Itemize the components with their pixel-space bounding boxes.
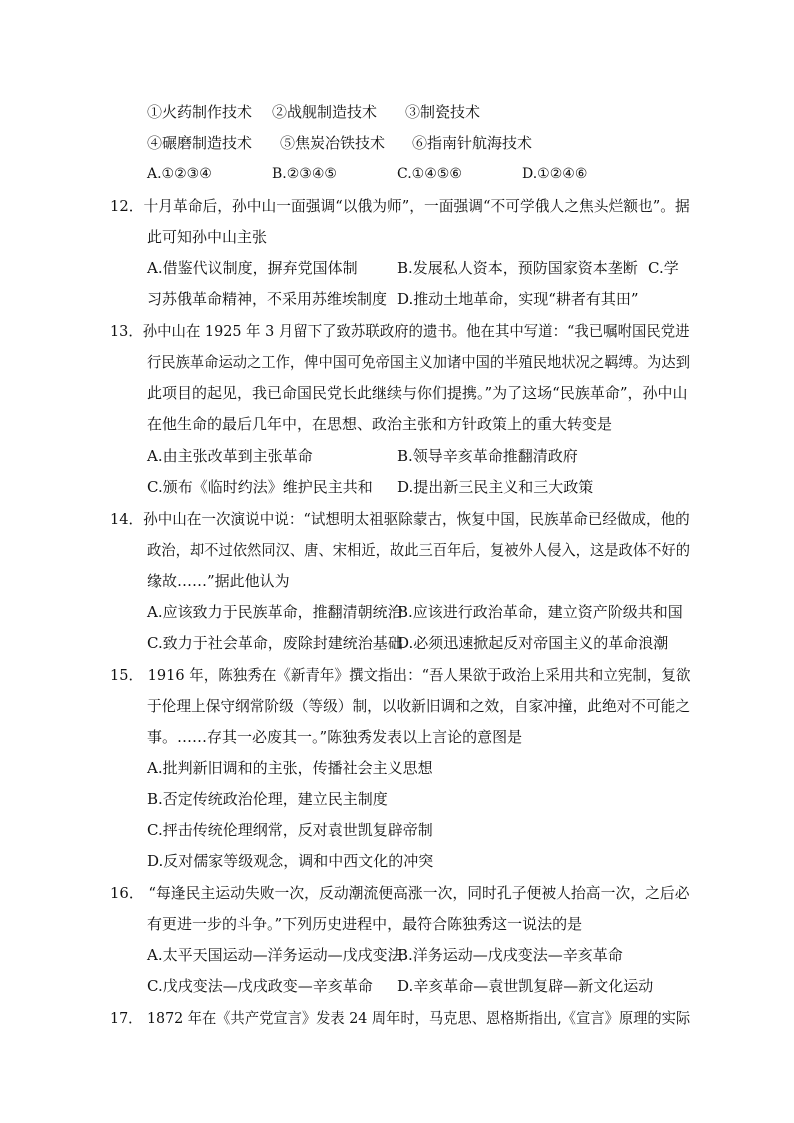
q14-option-c: C.致力于社会革命，废除封建统治基础: [147, 634, 403, 652]
q11-item-5: ⑤焦炭冶铁技术: [280, 134, 386, 152]
q16-option-c: C.戊戌变法—戊戌政变—辛亥革命: [147, 977, 373, 995]
q11-item-6: ⑥指南针航海技术: [412, 134, 533, 152]
q12-stem-line-1: 12．十月革命后，孙中山一面强调“以俄为师”，一面强调“不可学俄人之焦头烂额也”。据: [110, 197, 690, 215]
q13-stem-line-4: 在他生命的最后几年中，在思想、政治主张和方针政策上的重大转变是: [147, 415, 613, 433]
q11-item-4: ④碾磨制造技术: [147, 134, 253, 152]
q12-option-d: D.推动土地革命，实现“耕者有其田”: [397, 290, 639, 308]
q15-option-b: B.否定传统政治伦理，建立民主制度: [147, 790, 388, 808]
q13-stem-line-1: 13．孙中山在 1925 年 3 月留下了致苏联政府的遗书。他在其中写道：“我已嘱咐国民党进: [110, 322, 690, 340]
q12-option-a: A.借鉴代议制度，摒弃党国体制: [147, 259, 358, 277]
q14-option-d: D.必须迅速掀起反对帝国主义的革命浪潮: [397, 634, 669, 652]
q12-option-c-start: C.学: [648, 259, 679, 277]
q16-option-a: A.太平天国运动—洋务运动—戊戌变法: [147, 946, 403, 964]
q17-stem-line-1: 17． 1872 年在《共产党宣言》发表 24 周年时，马克思、恩格斯指出,《宣言》原理的实际: [110, 1009, 691, 1027]
q13-stem-line-2: 行民族革命运动之工作，俾中国可免帝国主义加诸中国的半殖民地状况之羁缚。为达到: [147, 353, 690, 371]
q13-stem-line-3: 此项目的起见，我已命国民党长此继续与你们提携。”为了这场“民族革命”，孙中山: [147, 384, 688, 402]
q14-stem-line-1: 14．孙中山在一次演说中说：“试想明太祖驱除蒙古，恢复中国，民族革命已经做成，他的: [110, 510, 690, 528]
q11-item-3: ③制瓷技术: [405, 103, 481, 121]
q15-option-c: C.抨击传统伦理纲常，反对袁世凯复辟帝制: [147, 821, 433, 839]
q11-option-a: A.①②③④: [147, 166, 212, 182]
q16-stem-line-2: 有更进一步的斗争。”下列历史进程中，最符合陈独秀这一说法的是: [147, 915, 583, 933]
q12-option-c-end: 习苏俄革命精神，不采用苏维埃制度: [147, 290, 388, 308]
q13-option-b: B.领导辛亥革命推翻清政府: [397, 447, 578, 465]
q13-option-a: A.由主张改革到主张革命: [147, 447, 313, 465]
q13-option-d: D.提出新三民主义和三大政策: [397, 478, 594, 496]
q11-item-2: ②战舰制造技术: [272, 103, 378, 121]
q16-stem-line-1: 16． “每逢民主运动失败一次，反动潮流便高涨一次，同时孔子便被人抬高一次，之后必: [110, 884, 690, 902]
q15-stem-line-3: 事。……存其一必废其一。”陈独秀发表以上言论的意图是: [147, 728, 523, 746]
q11-option-b: B.②③④⑤: [272, 166, 337, 182]
q11-item-1: ①火药制作技术: [147, 103, 253, 121]
q11-option-d: D.①②④⑥: [522, 166, 588, 182]
q16-option-b: B.洋务运动—戊戌变法—辛亥革命: [397, 946, 623, 964]
q15-option-a: A.批判新旧调和的主张，传播社会主义思想: [147, 759, 433, 777]
q14-stem-line-3: 缘故……”据此他认为: [147, 572, 290, 590]
q15-stem-line-2: 于伦理上保守纲常阶级（等级）制，以收新旧调和之效，自家冲撞，此绝对不可能之: [147, 697, 691, 715]
q15-option-d: D.反对儒家等级观念，调和中西文化的冲突: [147, 852, 434, 870]
q11-option-c: C.①④⑤⑥: [397, 166, 462, 182]
q13-option-c: C.颁布《临时约法》维护民主共和: [147, 478, 373, 496]
q12-option-b: B.发展私人资本，预防国家资本垄断: [397, 259, 638, 277]
q14-option-a: A.应该致力于民族革命，推翻清朝统治: [147, 603, 403, 621]
q16-option-d: D.辛亥革命—袁世凯复辟—新文化运动: [397, 977, 654, 995]
q14-option-b: B.应该进行政治革命，建立资产阶级共和国: [397, 603, 683, 621]
q15-stem-line-1: 15． 1916 年，陈独秀在《新青年》撰文指出：“吾人果欲于政治上采用共和立宪制，复欲: [110, 666, 691, 684]
q12-stem-line-2: 此可知孙中山主张: [147, 228, 268, 246]
q14-stem-line-2: 政治，却不过依然同汉、唐、宋相近，故此三百年后，复被外人侵入，这是政体不好的: [147, 541, 690, 559]
